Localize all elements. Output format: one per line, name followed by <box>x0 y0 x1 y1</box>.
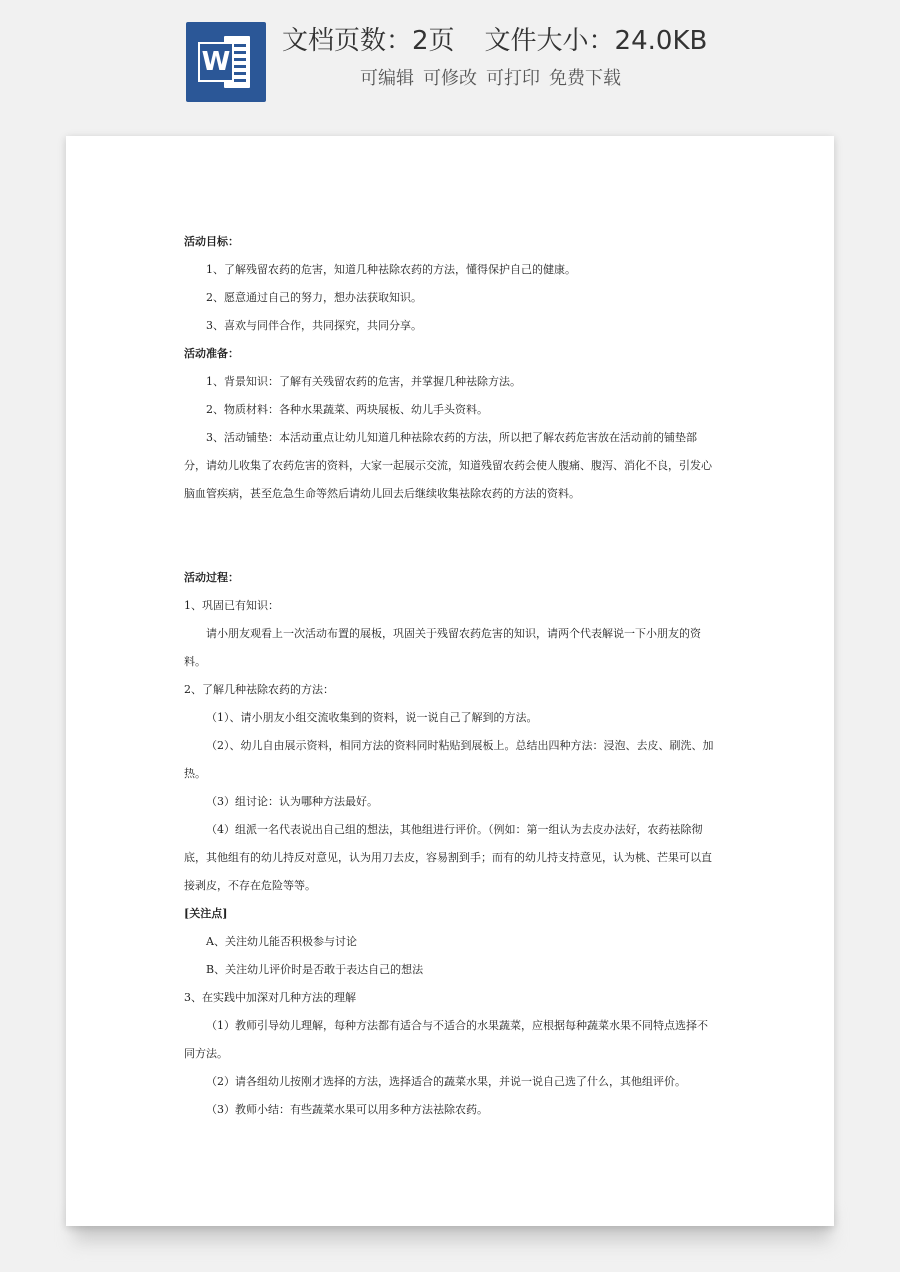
feature-list <box>360 66 630 92</box>
step-item: （1）教师引导幼儿理解，每种方法都有适合与不适合的水果蔬菜，应根据每种蔬菜水果不同特点选择不同方法。 <box>184 1019 708 1060</box>
section-title-process: 活动过程： <box>184 571 239 584</box>
prep-item: 2、物质材料：各种水果蔬菜、两块展板、幼儿手头资料。 <box>206 403 488 416</box>
word-doc-icon <box>186 22 266 102</box>
feature-free-download: 免费下载 <box>549 68 621 89</box>
document-content <box>184 228 718 1124</box>
step-item: （1）、请小朋友小组交流收集到的资料，说一说自己了解到的方法。 <box>206 711 538 724</box>
w-badge <box>198 42 234 82</box>
w-letter: W <box>201 47 231 77</box>
step-title: 3、在实践中加深对几种方法的理解 <box>184 991 356 1004</box>
file-stats <box>282 22 707 60</box>
step-title: 2、了解几种祛除农药的方法： <box>184 683 334 696</box>
step-item: （3）组讨论：认为哪种方法最好。 <box>206 795 378 808</box>
focus-item: A、关注幼儿能否积极参与讨论 <box>206 935 357 948</box>
section-spacer <box>184 508 718 564</box>
feature-printable: 可打印 <box>486 68 540 89</box>
feature-editable: 可编辑 <box>360 68 414 89</box>
step-item: （2）、幼儿自由展示资料，相同方法的资料同时粘贴到展板上。总结出四种方法：浸泡、去皮、刷洗、加热。 <box>184 739 714 780</box>
page-count: 文档页数：2页 <box>282 26 455 56</box>
goal-item: 2、愿意通过自己的努力，想办法获取知识。 <box>206 291 422 304</box>
focus-item: B、关注幼儿评价时是否敢于表达自己的想法 <box>206 963 424 976</box>
step-body: 请小朋友观看上一次活动布置的展板，巩固关于残留农药危害的知识，请两个代表解说一下小朋友的资料。 <box>184 627 701 668</box>
section-title-goals: 活动目标： <box>184 235 239 248</box>
file-size: 文件大小：24.0KB <box>484 26 708 56</box>
step-title: 1、巩固已有知识： <box>184 599 279 612</box>
section-title-preparation: 活动准备： <box>184 347 239 360</box>
document-page <box>66 136 834 1226</box>
step-item: （4）组派一名代表说出自己组的想法，其他组进行评价。（例如：第一组认为去皮办法好，农药祛除彻底，其他组有的幼儿持反对意见，认为用刀去皮，容易割到手；而有的幼儿持支持意见，认为桃、芒果可以直接剥皮，不存在危险等等。 <box>184 823 712 892</box>
goal-item: 3、喜欢与同伴合作，共同探究，共同分享。 <box>206 319 422 332</box>
focus-title: [关注点] <box>184 907 228 920</box>
feature-modifiable: 可修改 <box>423 68 477 89</box>
prep-item: 1、背景知识：了解有关残留农药的危害，并掌握几种祛除方法。 <box>206 375 521 388</box>
download-header <box>0 0 900 120</box>
step-item: （2）请各组幼儿按刚才选择的方法，选择适合的蔬菜水果，并说一说自己选了什么，其他组评价。 <box>206 1075 686 1088</box>
prep-item: 3、活动铺垫：本活动重点让幼儿知道几种祛除农药的方法，所以把了解农药危害放在活动前的铺垫部分，请幼儿收集了农药危害的资料，大家一起展示交流，知道残留农药会使人腹痛、腹泻、消化不良，引发心脑血管疾病，甚至危急生命等然后请幼儿回去后继续收集祛除农药的方法的资料。 <box>184 431 712 500</box>
step-item: （3）教师小结：有些蔬菜水果可以用多种方法祛除农药。 <box>206 1103 488 1116</box>
goal-item: 1、了解残留农药的危害，知道几种祛除农药的方法，懂得保护自己的健康。 <box>206 263 576 276</box>
